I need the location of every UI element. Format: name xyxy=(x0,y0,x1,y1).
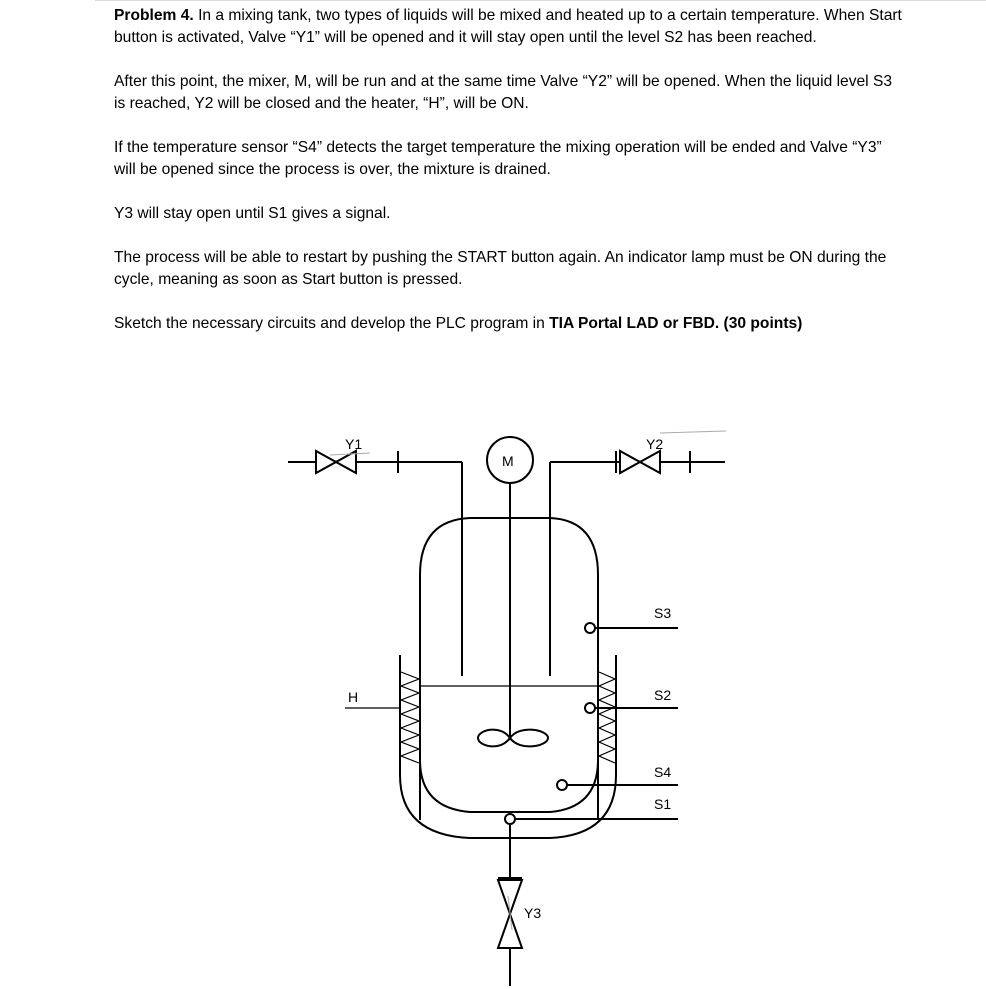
paragraph-6-bold: TIA Portal LAD or FBD. (30 points) xyxy=(549,315,803,332)
heater-coil-left xyxy=(401,672,419,763)
sensor-s1 xyxy=(505,796,678,824)
valve-y2 xyxy=(550,431,726,473)
paragraph-3: If the temperature sensor “S4” detects the target temperature the mixing operation will be ended and Valve “Y3” will be opened since the process is over, the mixture is drained. xyxy=(114,139,882,178)
paragraph-4: Y3 will stay open until S1 gives a signal. xyxy=(114,205,391,222)
label-s3: S3 xyxy=(654,605,672,621)
paragraph-6-text: Sketch the necessary circuits and develop the PLC program in xyxy=(114,315,550,332)
mixer-motor xyxy=(487,437,533,483)
heater-coil-right xyxy=(599,672,615,763)
valve-y3 xyxy=(498,878,522,986)
label-y2: Y2 xyxy=(646,436,664,452)
label-motor: M xyxy=(502,453,514,469)
label-heater: H xyxy=(348,689,359,705)
label-s4: S4 xyxy=(654,764,672,780)
label-s2: S2 xyxy=(654,687,672,703)
label-y3: Y3 xyxy=(524,905,542,921)
valve-y1 xyxy=(288,451,462,473)
label-s1: S1 xyxy=(654,796,672,812)
heating-jacket xyxy=(400,655,616,838)
paragraph-5: The process will be able to restart by pushing the START button again. An indicator lamp must be ON during the cycle, meaning as soon as Start button is pressed. xyxy=(114,249,887,288)
paragraph-1-text: In a mixing tank, two types of liquids will be mixed and heated up to a certain temperature. When Start button is activated, Valve “Y1” will be opened and it will stay open until the level S2 has been reached. xyxy=(114,7,902,46)
sensor-s4 xyxy=(557,764,678,790)
paragraph-2: After this point, the mixer, M, will be run and at the same time Valve “Y2” will be opened. When the liquid level S3 is reached, Y2 will be closed and the heater, “H”, will be ON. xyxy=(114,73,893,112)
mixer-impeller xyxy=(478,722,548,746)
problem-heading: Problem 4. xyxy=(114,7,194,24)
label-y1: Y1 xyxy=(345,436,363,452)
